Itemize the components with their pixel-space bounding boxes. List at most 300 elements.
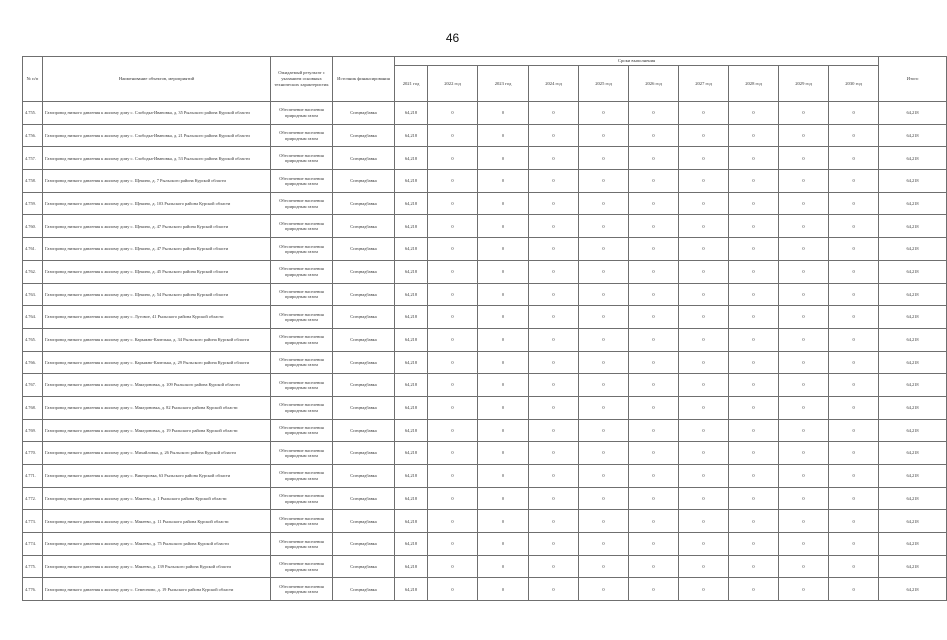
row-year-value: 0 xyxy=(779,260,829,283)
table-row xyxy=(23,419,947,442)
row-year-value: 0 xyxy=(529,442,579,465)
row-year-value: 64,218 xyxy=(395,306,428,329)
row-year-value: 0 xyxy=(779,147,829,170)
row-year-value: 0 xyxy=(779,192,829,215)
row-number: 4.758. xyxy=(23,170,43,193)
row-year-value: 0 xyxy=(478,328,529,351)
row-year-value: 0 xyxy=(829,578,879,601)
row-year-value: 0 xyxy=(779,578,829,601)
header-year: 2026 год xyxy=(629,66,679,102)
row-expected-result: Обеспечение населения природным газом xyxy=(271,396,333,419)
row-year-value: 0 xyxy=(579,170,629,193)
row-year-value: 0 xyxy=(529,283,579,306)
row-number: 4.763. xyxy=(23,283,43,306)
row-number: 4.770. xyxy=(23,442,43,465)
row-year-value: 0 xyxy=(729,170,779,193)
row-year-value: 0 xyxy=(478,374,529,397)
row-year-value: 0 xyxy=(829,328,879,351)
row-year-value: 0 xyxy=(478,238,529,261)
row-year-value: 64,218 xyxy=(395,465,428,488)
row-year-value: 0 xyxy=(478,260,529,283)
row-year-value: 0 xyxy=(679,192,729,215)
row-expected-result: Обеспечение населения природным газом xyxy=(271,238,333,261)
row-year-value: 64,218 xyxy=(395,396,428,419)
row-year-value: 0 xyxy=(679,578,729,601)
row-year-value: 0 xyxy=(829,487,879,510)
row-year-value: 0 xyxy=(579,374,629,397)
header-year: 2025 год xyxy=(579,66,629,102)
row-year-value: 64,218 xyxy=(395,351,428,374)
row-total: 64,218 xyxy=(879,147,947,170)
row-number: 4.760. xyxy=(23,215,43,238)
row-year-value: 0 xyxy=(529,510,579,533)
row-expected-result: Обеспечение населения природным газом xyxy=(271,124,333,147)
row-year-value: 64,218 xyxy=(395,419,428,442)
row-year-value: 0 xyxy=(779,487,829,510)
row-number: 4.769. xyxy=(23,419,43,442)
row-object-name: Газопровод низкого давления к жилому дому с. Михайловка, д. 26 Рыльского района Курской области xyxy=(43,442,271,465)
header-year: 2030 год xyxy=(829,66,879,102)
row-year-value: 64,218 xyxy=(395,555,428,578)
row-year-value: 0 xyxy=(478,487,529,510)
table-body xyxy=(23,102,947,601)
row-year-value: 0 xyxy=(729,374,779,397)
row-total: 64,218 xyxy=(879,487,947,510)
row-funding-source: Спецнадбавка xyxy=(333,306,395,329)
row-year-value: 0 xyxy=(629,102,679,125)
row-year-value: 0 xyxy=(829,374,879,397)
row-object-name: Газопровод низкого давления к жилому дому с. Слободка-Ивановка, д. 35 Рыльского района Курской области xyxy=(43,102,271,125)
row-year-value: 0 xyxy=(729,578,779,601)
row-number: 4.774. xyxy=(23,533,43,556)
row-year-value: 64,218 xyxy=(395,374,428,397)
row-year-value: 0 xyxy=(428,170,478,193)
row-object-name: Газопровод низкого давления к жилому дому с. Макеево, д. 139 Рыльского района Курской области xyxy=(43,555,271,578)
row-year-value: 0 xyxy=(428,396,478,419)
row-object-name: Газопровод низкого давления к жилому дому с. Карыжно-Капелька, д. 29 Рыльского района Курской области xyxy=(43,351,271,374)
row-year-value: 0 xyxy=(829,215,879,238)
row-year-value: 0 xyxy=(579,192,629,215)
header-year: 2021 год xyxy=(395,66,428,102)
row-year-value: 0 xyxy=(428,283,478,306)
row-year-value: 0 xyxy=(428,533,478,556)
row-year-value: 0 xyxy=(779,215,829,238)
row-year-value: 0 xyxy=(679,170,729,193)
row-number: 4.755. xyxy=(23,102,43,125)
row-year-value: 0 xyxy=(629,306,679,329)
row-year-value: 0 xyxy=(829,192,879,215)
row-year-value: 0 xyxy=(779,510,829,533)
row-number: 4.776. xyxy=(23,578,43,601)
row-year-value: 0 xyxy=(629,124,679,147)
table-row xyxy=(23,260,947,283)
row-year-value: 0 xyxy=(529,215,579,238)
row-year-value: 0 xyxy=(629,260,679,283)
row-year-value: 0 xyxy=(729,555,779,578)
row-funding-source: Спецнадбавка xyxy=(333,283,395,306)
row-object-name: Газопровод низкого давления к жилому дому с. Щекино, д. 45 Рыльского района Курской области xyxy=(43,260,271,283)
row-year-value: 0 xyxy=(478,555,529,578)
row-object-name: Газопровод низкого давления к жилому дому с. Слободка-Ивановка, д. 21 Рыльского района Курской области xyxy=(43,124,271,147)
row-year-value: 0 xyxy=(729,533,779,556)
row-year-value: 0 xyxy=(829,510,879,533)
row-year-value: 0 xyxy=(829,283,879,306)
row-year-value: 0 xyxy=(629,555,679,578)
row-expected-result: Обеспечение населения природным газом xyxy=(271,487,333,510)
row-funding-source: Спецнадбавка xyxy=(333,170,395,193)
row-year-value: 0 xyxy=(579,487,629,510)
row-year-value: 0 xyxy=(829,533,879,556)
row-funding-source: Спецнадбавка xyxy=(333,465,395,488)
row-year-value: 0 xyxy=(779,465,829,488)
table-row xyxy=(23,170,947,193)
row-funding-source: Спецнадбавка xyxy=(333,396,395,419)
row-year-value: 0 xyxy=(529,260,579,283)
row-year-value: 0 xyxy=(679,555,729,578)
row-year-value: 0 xyxy=(629,533,679,556)
row-year-value: 0 xyxy=(779,306,829,329)
row-year-value: 0 xyxy=(478,465,529,488)
row-year-value: 0 xyxy=(829,465,879,488)
row-year-value: 0 xyxy=(629,465,679,488)
row-year-value: 0 xyxy=(729,487,779,510)
row-year-value: 0 xyxy=(829,147,879,170)
row-year-value: 0 xyxy=(579,351,629,374)
row-year-value: 0 xyxy=(629,351,679,374)
row-funding-source: Спецнадбавка xyxy=(333,442,395,465)
row-year-value: 0 xyxy=(779,102,829,125)
row-number: 4.767. xyxy=(23,374,43,397)
table-row xyxy=(23,533,947,556)
row-funding-source: Спецнадбавка xyxy=(333,147,395,170)
row-year-value: 0 xyxy=(629,238,679,261)
row-year-value: 0 xyxy=(729,351,779,374)
row-year-value: 0 xyxy=(779,396,829,419)
row-year-value: 0 xyxy=(529,533,579,556)
table-row xyxy=(23,124,947,147)
row-total: 64,218 xyxy=(879,215,947,238)
row-year-value: 0 xyxy=(629,510,679,533)
row-year-value: 0 xyxy=(428,487,478,510)
row-year-value: 0 xyxy=(478,396,529,419)
row-year-value: 0 xyxy=(729,102,779,125)
row-year-value: 0 xyxy=(729,510,779,533)
table-row xyxy=(23,215,947,238)
row-total: 64,218 xyxy=(879,170,947,193)
row-year-value: 0 xyxy=(428,351,478,374)
row-expected-result: Обеспечение населения природным газом xyxy=(271,578,333,601)
row-total: 64,218 xyxy=(879,419,947,442)
row-year-value: 64,218 xyxy=(395,487,428,510)
row-year-value: 0 xyxy=(529,465,579,488)
table-row xyxy=(23,555,947,578)
row-expected-result: Обеспечение населения природным газом xyxy=(271,533,333,556)
row-object-name: Газопровод низкого давления к жилому дому с. Щекино, д. 47 Рыльского района Курской области xyxy=(43,215,271,238)
row-year-value: 0 xyxy=(428,102,478,125)
row-year-value: 0 xyxy=(829,260,879,283)
row-year-value: 64,218 xyxy=(395,260,428,283)
row-year-value: 0 xyxy=(679,510,729,533)
row-year-value: 0 xyxy=(428,328,478,351)
row-year-value: 0 xyxy=(679,306,729,329)
row-year-value: 64,218 xyxy=(395,238,428,261)
row-year-value: 0 xyxy=(579,465,629,488)
row-year-value: 0 xyxy=(629,147,679,170)
row-expected-result: Обеспечение населения природным газом xyxy=(271,555,333,578)
row-object-name: Газопровод низкого давления к жилому дому с. Щекино, д. 47 Рыльского района Курской области xyxy=(43,238,271,261)
row-year-value: 0 xyxy=(729,124,779,147)
row-object-name: Газопровод низкого давления к жилому дому с. Луговое, 41 Рыльского района Курской области xyxy=(43,306,271,329)
row-year-value: 0 xyxy=(579,419,629,442)
row-year-value: 0 xyxy=(629,374,679,397)
row-total: 64,218 xyxy=(879,124,947,147)
row-number: 4.761. xyxy=(23,238,43,261)
row-year-value: 0 xyxy=(478,215,529,238)
row-object-name: Газопровод низкого давления к жилому дому с. Щекино, д. 103 Рыльского района Курской области xyxy=(43,192,271,215)
row-total: 64,218 xyxy=(879,465,947,488)
row-expected-result: Обеспечение населения природным газом xyxy=(271,510,333,533)
row-year-value: 0 xyxy=(629,215,679,238)
row-year-value: 0 xyxy=(629,170,679,193)
row-number: 4.762. xyxy=(23,260,43,283)
row-year-value: 0 xyxy=(529,192,579,215)
table-row xyxy=(23,487,947,510)
row-year-value: 0 xyxy=(629,442,679,465)
row-year-value: 0 xyxy=(579,396,629,419)
row-year-value: 64,218 xyxy=(395,283,428,306)
row-year-value: 0 xyxy=(779,124,829,147)
row-funding-source: Спецнадбавка xyxy=(333,578,395,601)
row-year-value: 0 xyxy=(829,124,879,147)
row-year-value: 0 xyxy=(629,578,679,601)
row-funding-source: Спецнадбавка xyxy=(333,374,395,397)
row-year-value: 0 xyxy=(679,442,729,465)
row-year-value: 0 xyxy=(428,510,478,533)
table-row xyxy=(23,465,947,488)
row-number: 4.759. xyxy=(23,192,43,215)
header-name: Наименование объектов, мероприятий xyxy=(43,57,271,102)
row-year-value: 0 xyxy=(779,170,829,193)
row-year-value: 64,218 xyxy=(395,102,428,125)
row-year-value: 0 xyxy=(779,374,829,397)
row-funding-source: Спецнадбавка xyxy=(333,351,395,374)
row-total: 64,218 xyxy=(879,192,947,215)
row-year-value: 0 xyxy=(779,533,829,556)
row-funding-source: Спецнадбавка xyxy=(333,260,395,283)
row-year-value: 0 xyxy=(478,170,529,193)
row-year-value: 0 xyxy=(428,465,478,488)
table-row xyxy=(23,283,947,306)
row-year-value: 0 xyxy=(729,260,779,283)
row-object-name: Газопровод низкого давления к жилому дому с. Слободка-Ивановка, д. 53 Рыльского района Курской области xyxy=(43,147,271,170)
row-year-value: 0 xyxy=(679,351,729,374)
row-year-value: 0 xyxy=(529,396,579,419)
row-year-value: 0 xyxy=(579,238,629,261)
row-year-value: 64,218 xyxy=(395,328,428,351)
row-year-value: 0 xyxy=(729,465,779,488)
row-year-value: 0 xyxy=(679,124,729,147)
row-expected-result: Обеспечение населения природным газом xyxy=(271,465,333,488)
row-object-name: Газопровод низкого давления к жилому дому с. Карыжно-Капелька, д. 34 Рыльского района Курской области xyxy=(43,328,271,351)
row-expected-result: Обеспечение населения природным газом xyxy=(271,147,333,170)
header-period: Сроки выполнения xyxy=(395,57,879,66)
row-year-value: 0 xyxy=(679,396,729,419)
row-year-value: 64,218 xyxy=(395,147,428,170)
row-number: 4.773. xyxy=(23,510,43,533)
row-funding-source: Спецнадбавка xyxy=(333,419,395,442)
row-number: 4.766. xyxy=(23,351,43,374)
row-year-value: 0 xyxy=(529,124,579,147)
row-year-value: 0 xyxy=(579,555,629,578)
row-year-value: 0 xyxy=(679,533,729,556)
row-expected-result: Обеспечение населения природным газом xyxy=(271,328,333,351)
row-year-value: 0 xyxy=(428,238,478,261)
row-year-value: 0 xyxy=(629,487,679,510)
row-year-value: 0 xyxy=(579,578,629,601)
row-object-name: Газопровод низкого давления к жилому дому с. Щекино, д. 7 Рыльского района Курской области xyxy=(43,170,271,193)
row-year-value: 0 xyxy=(779,283,829,306)
row-year-value: 0 xyxy=(579,283,629,306)
row-year-value: 0 xyxy=(579,306,629,329)
row-funding-source: Спецнадбавка xyxy=(333,238,395,261)
row-total: 64,218 xyxy=(879,510,947,533)
row-expected-result: Обеспечение населения природным газом xyxy=(271,374,333,397)
row-year-value: 0 xyxy=(729,419,779,442)
row-expected-result: Обеспечение населения природным газом xyxy=(271,306,333,329)
row-expected-result: Обеспечение населения природным газом xyxy=(271,192,333,215)
row-object-name: Газопровод низкого давления к жилому дому с. Македоновка, д. 19 Рыльского района Курской области xyxy=(43,419,271,442)
row-year-value: 0 xyxy=(829,102,879,125)
row-year-value: 0 xyxy=(529,170,579,193)
row-expected-result: Обеспечение населения природным газом xyxy=(271,419,333,442)
row-year-value: 0 xyxy=(679,487,729,510)
row-total: 64,218 xyxy=(879,578,947,601)
row-year-value: 64,218 xyxy=(395,510,428,533)
row-year-value: 64,218 xyxy=(395,533,428,556)
header-total: Итого xyxy=(879,57,947,102)
row-year-value: 64,218 xyxy=(395,170,428,193)
row-year-value: 0 xyxy=(679,419,729,442)
row-year-value: 0 xyxy=(478,351,529,374)
row-funding-source: Спецнадбавка xyxy=(333,533,395,556)
row-year-value: 0 xyxy=(579,102,629,125)
row-year-value: 0 xyxy=(478,578,529,601)
row-year-value: 0 xyxy=(529,374,579,397)
row-total: 64,218 xyxy=(879,283,947,306)
row-year-value: 0 xyxy=(428,374,478,397)
row-object-name: Газопровод низкого давления к жилому дому с. Македоновка, д. 109 Рыльского района Курской области xyxy=(43,374,271,397)
row-year-value: 0 xyxy=(679,102,729,125)
row-year-value: 0 xyxy=(529,487,579,510)
row-year-value: 0 xyxy=(729,192,779,215)
row-expected-result: Обеспечение населения природным газом xyxy=(271,442,333,465)
row-year-value: 0 xyxy=(529,306,579,329)
row-year-value: 0 xyxy=(829,419,879,442)
row-year-value: 0 xyxy=(829,170,879,193)
header-year: 2029 год xyxy=(779,66,829,102)
table-row xyxy=(23,442,947,465)
row-year-value: 0 xyxy=(428,124,478,147)
header-source: Источник финансирования xyxy=(333,57,395,102)
row-object-name: Газопровод низкого давления к жилому дому с. Макеево, д. 75 Рыльского района Курской области xyxy=(43,533,271,556)
row-year-value: 0 xyxy=(729,306,779,329)
row-year-value: 0 xyxy=(779,555,829,578)
row-year-value: 64,218 xyxy=(395,192,428,215)
row-year-value: 0 xyxy=(529,102,579,125)
row-year-value: 0 xyxy=(478,283,529,306)
row-object-name: Газопровод низкого давления к жилому дому с. Макеево, д. 1 Рыльского района Курской области xyxy=(43,487,271,510)
row-funding-source: Спецнадбавка xyxy=(333,215,395,238)
row-expected-result: Обеспечение населения природным газом xyxy=(271,170,333,193)
row-funding-source: Спецнадбавка xyxy=(333,510,395,533)
row-total: 64,218 xyxy=(879,374,947,397)
row-year-value: 0 xyxy=(729,396,779,419)
row-year-value: 0 xyxy=(729,328,779,351)
row-number: 4.756. xyxy=(23,124,43,147)
row-total: 64,218 xyxy=(879,328,947,351)
row-year-value: 0 xyxy=(428,442,478,465)
row-year-value: 0 xyxy=(729,283,779,306)
row-year-value: 0 xyxy=(529,419,579,442)
row-year-value: 0 xyxy=(428,306,478,329)
row-number: 4.768. xyxy=(23,396,43,419)
row-year-value: 0 xyxy=(579,328,629,351)
row-year-value: 0 xyxy=(629,396,679,419)
row-year-value: 0 xyxy=(478,192,529,215)
table-header xyxy=(23,57,947,102)
row-funding-source: Спецнадбавка xyxy=(333,487,395,510)
row-funding-source: Спецнадбавка xyxy=(333,102,395,125)
table-row xyxy=(23,374,947,397)
row-year-value: 0 xyxy=(478,306,529,329)
row-funding-source: Спецнадбавка xyxy=(333,192,395,215)
row-year-value: 0 xyxy=(829,306,879,329)
row-year-value: 0 xyxy=(679,260,729,283)
header-year: 2024 год xyxy=(529,66,579,102)
row-year-value: 0 xyxy=(779,238,829,261)
row-number: 4.765. xyxy=(23,328,43,351)
row-year-value: 0 xyxy=(729,442,779,465)
row-year-value: 0 xyxy=(428,147,478,170)
row-year-value: 64,218 xyxy=(395,442,428,465)
row-total: 64,218 xyxy=(879,102,947,125)
row-year-value: 0 xyxy=(729,238,779,261)
row-total: 64,218 xyxy=(879,351,947,374)
row-year-value: 0 xyxy=(679,283,729,306)
row-year-value: 0 xyxy=(579,147,629,170)
row-object-name: Газопровод низкого давления к жилому дому с. Македоновка, д. 82 Рыльского района Курской области xyxy=(43,396,271,419)
header-year: 2022 год xyxy=(428,66,478,102)
row-year-value: 0 xyxy=(478,419,529,442)
row-year-value: 0 xyxy=(529,147,579,170)
row-expected-result: Обеспечение населения природным газом xyxy=(271,260,333,283)
table-row xyxy=(23,192,947,215)
row-year-value: 0 xyxy=(428,419,478,442)
row-year-value: 0 xyxy=(529,578,579,601)
row-year-value: 0 xyxy=(829,555,879,578)
row-year-value: 0 xyxy=(679,328,729,351)
row-number: 4.757. xyxy=(23,147,43,170)
row-total: 64,218 xyxy=(879,260,947,283)
row-year-value: 0 xyxy=(529,555,579,578)
row-year-value: 0 xyxy=(629,192,679,215)
row-year-value: 0 xyxy=(428,578,478,601)
row-year-value: 0 xyxy=(478,533,529,556)
row-funding-source: Спецнадбавка xyxy=(333,124,395,147)
row-year-value: 0 xyxy=(529,328,579,351)
row-year-value: 0 xyxy=(579,442,629,465)
row-expected-result: Обеспечение населения природным газом xyxy=(271,283,333,306)
